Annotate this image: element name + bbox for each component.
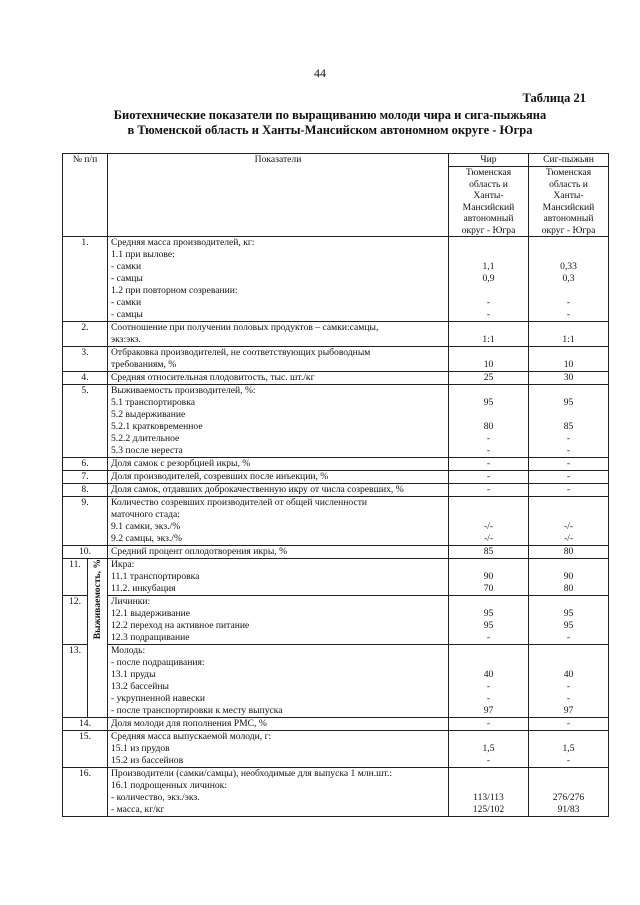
indicator-line: 9.1 самки, экз./% (111, 521, 181, 532)
table-row (63, 471, 609, 484)
indicator-line: 5.3 после нереста (111, 445, 183, 456)
table-row (63, 559, 609, 596)
row-number: 3. (63, 347, 108, 372)
indicator-text (108, 471, 449, 484)
sig-value: 97 (563, 705, 574, 716)
region-line: автономный (543, 213, 594, 224)
sig-value: - (566, 297, 571, 308)
chir-value-cell (449, 596, 529, 645)
chir-value-cell (449, 497, 529, 546)
chir-value (452, 657, 525, 669)
chir-value: - (486, 632, 491, 643)
table-row (63, 372, 609, 385)
chir-value: 95 (483, 397, 494, 408)
chir-value: 85 (483, 546, 494, 557)
chir-value-cell (449, 322, 529, 347)
indicator-line: 5.2.2 длительное (111, 433, 180, 444)
sig-value: 85 (563, 421, 574, 432)
row-number: 10. (63, 546, 108, 559)
sig-value (532, 780, 605, 792)
sig-value-cell (529, 731, 609, 768)
sig-value (532, 657, 605, 669)
sig-value (532, 237, 605, 249)
chir-value-cell (449, 559, 529, 596)
indicator-line: - масса, кг/кг (111, 804, 165, 815)
region-line: Ханты- (553, 190, 584, 201)
title-line-2: в Тюменской область и Ханты-Мансийском автономном округе - Югра (127, 123, 533, 137)
indicator-line: требованиям, % (111, 359, 177, 370)
chir-value (452, 596, 525, 608)
header-chir: Чир (449, 154, 529, 167)
survival-vertical-label (88, 559, 108, 718)
indicator-line: 13.1 пруды (111, 669, 156, 680)
chir-value (452, 645, 525, 657)
chir-value (452, 780, 525, 792)
indicator-line: - укрупненной навески (111, 693, 206, 704)
indicator-line: маточного стада: (111, 509, 180, 520)
indicators-table (62, 153, 609, 817)
sig-value: 0,33 (560, 261, 577, 272)
chir-value: - (486, 718, 491, 729)
indicator-text (108, 645, 449, 718)
chir-value: -/- (483, 521, 494, 532)
chir-value: 70 (483, 583, 494, 594)
indicator-text (108, 237, 449, 322)
indicator-line: 9.2 самцы, экз./% (111, 533, 182, 544)
indicator-line: Отбраковка производителей, не соответствующих рыбоводным (111, 347, 371, 358)
sig-value: - (566, 632, 571, 643)
chir-value-cell (449, 484, 529, 497)
sig-value: 30 (563, 372, 574, 383)
sig-value-cell (529, 497, 609, 546)
header-row-1 (63, 154, 609, 167)
sig-value-cell (529, 372, 609, 385)
sig-value-cell (529, 546, 609, 559)
row-number: 5. (63, 385, 108, 458)
indicator-text (108, 484, 449, 497)
sig-value: 95 (563, 397, 574, 408)
chir-value: - (486, 445, 491, 456)
row-number: 15. (63, 731, 108, 768)
chir-value: 1:1 (482, 334, 495, 345)
indicator-text (108, 347, 449, 372)
header-sig-region (529, 167, 609, 237)
chir-value: 113/113 (473, 792, 504, 803)
sig-value-cell (529, 645, 609, 718)
indicator-text (108, 768, 449, 817)
chir-value (452, 497, 525, 509)
sig-value (532, 509, 605, 521)
row-number: 4. (63, 372, 108, 385)
chir-value: 0,9 (482, 273, 495, 284)
sig-value: - (566, 309, 571, 320)
chir-value-cell (449, 471, 529, 484)
table-row (63, 731, 609, 768)
indicator-line: - после подращивания: (111, 657, 205, 668)
chir-value: - (486, 484, 491, 495)
indicator-line: 12.2 переход на активное питание (111, 620, 250, 631)
indicator-line: Доля молоди для пополнения РМС, % (111, 718, 267, 729)
sig-value: - (566, 693, 571, 704)
indicator-text (108, 731, 449, 768)
chir-value (452, 249, 525, 261)
indicator-line: экз:экз. (111, 334, 141, 345)
vertical-label-text: Выживаемость, % (91, 559, 103, 640)
indicator-line: Доля производителей, созревших после инъекции, % (111, 471, 329, 482)
sig-value-cell (529, 471, 609, 484)
table-row (63, 768, 609, 817)
sig-value: - (566, 458, 571, 469)
row-number: 8. (63, 484, 108, 497)
sig-value: 10 (563, 359, 574, 370)
page-number: 44 (314, 66, 326, 80)
sig-value: - (566, 755, 571, 766)
row-number: 1. (63, 237, 108, 322)
chir-value-cell (449, 385, 529, 458)
chir-value-cell (449, 372, 529, 385)
sig-value: - (566, 681, 571, 692)
table-row (63, 385, 609, 458)
table-row (63, 458, 609, 471)
row-number: 2. (63, 322, 108, 347)
sig-value-cell (529, 385, 609, 458)
sig-value: 1:1 (562, 334, 575, 345)
chir-value (452, 385, 525, 397)
sig-value: - (566, 433, 571, 444)
chir-value (452, 559, 525, 571)
indicator-line: 15.2 из бассейнов (111, 755, 184, 766)
chir-value: 97 (483, 705, 494, 716)
indicator-text (108, 385, 449, 458)
sig-value: 40 (563, 669, 574, 680)
row-number: 6. (63, 458, 108, 471)
indicator-line: 15.1 из прудов (111, 743, 170, 754)
chir-value (452, 409, 525, 421)
table-row (63, 645, 609, 718)
chir-value: - (486, 458, 491, 469)
indicator-text (108, 372, 449, 385)
row-number: 12. (63, 596, 88, 645)
chir-value-cell (449, 458, 529, 471)
chir-value-cell (449, 718, 529, 731)
chir-value: 80 (483, 421, 494, 432)
indicator-line: Средняя масса выпускаемой молоди, г: (111, 731, 272, 742)
sig-value-cell (529, 237, 609, 322)
chir-value: 95 (483, 620, 494, 631)
indicator-text (108, 559, 449, 596)
sig-value: 276/276 (552, 792, 585, 803)
chir-value: - (486, 309, 491, 320)
indicator-line: Доля самок, отдавших доброкачественную икру от числа созревших, % (111, 484, 404, 495)
indicator-text (108, 458, 449, 471)
sig-value (532, 768, 605, 780)
indicator-text (108, 322, 449, 347)
sig-value: -/- (563, 521, 574, 532)
indicator-line: 5.2.1 кратковременное (111, 421, 203, 432)
region-line: Тюменская (465, 167, 512, 178)
table-row (63, 237, 609, 322)
indicator-line: Икра: (111, 559, 135, 570)
indicator-line: 5.2 выдерживание (111, 409, 186, 420)
row-number: 14. (63, 718, 108, 731)
chir-value: 40 (483, 669, 494, 680)
chir-value: 1,5 (482, 743, 495, 754)
table-row (63, 347, 609, 372)
region-line: Тюменская (545, 167, 592, 178)
region-line: округ - Югра (461, 224, 516, 236)
indicator-line: - после транспортировки к месту выпуска (111, 705, 283, 716)
chir-value: - (486, 433, 491, 444)
table-row (63, 497, 609, 546)
indicator-line: - самцы (111, 273, 143, 284)
sig-value: 95 (563, 608, 574, 619)
sig-value: 80 (563, 583, 574, 594)
sig-value-cell (529, 596, 609, 645)
sig-value-cell (529, 347, 609, 372)
sig-value: 0,3 (562, 273, 575, 284)
sig-value-cell (529, 768, 609, 817)
header-chir-region (449, 167, 529, 237)
sig-value-cell (529, 484, 609, 497)
table-row (63, 484, 609, 497)
chir-value (452, 285, 525, 297)
row-number: 13. (63, 645, 88, 718)
indicator-line: - самки (111, 297, 142, 308)
region-line: Мансийский (462, 201, 515, 213)
sig-value: - (566, 471, 571, 482)
chir-value: 1,1 (482, 261, 495, 272)
chir-value-cell (449, 347, 529, 372)
indicator-line: 11.1 транспортировка (111, 571, 200, 582)
sig-value: - (566, 718, 571, 729)
indicator-line: Средний процент оплодотворения икры, % (111, 546, 288, 557)
region-line: автономный (463, 213, 514, 224)
indicator-line: Средняя масса производителей, кг: (111, 237, 255, 248)
indicator-line: Выживаемость производителей, %: (111, 385, 256, 396)
chir-value: 25 (483, 372, 494, 383)
chir-value (452, 731, 525, 743)
region-line: область и (549, 178, 588, 190)
chir-value: 95 (483, 608, 494, 619)
sig-value: 1,5 (562, 743, 575, 754)
table-row (63, 596, 609, 645)
indicator-line: - самки (111, 261, 142, 272)
chir-value (452, 237, 525, 249)
sig-value: - (566, 445, 571, 456)
table-row (63, 546, 609, 559)
region-line: Мансийский (542, 201, 595, 213)
chir-value (452, 509, 525, 521)
chir-value: -/- (483, 533, 494, 544)
indicator-line: Доля самок с резорбцией икры, % (111, 458, 251, 469)
indicator-text (108, 546, 449, 559)
sig-value (532, 385, 605, 397)
indicator-text (108, 718, 449, 731)
row-number: 16. (63, 768, 108, 817)
region-line: Ханты- (473, 190, 504, 201)
sig-value (532, 285, 605, 297)
sig-value: 91/83 (557, 804, 580, 815)
header-indicators: Показатели (108, 154, 449, 237)
sig-value: 80 (563, 546, 574, 557)
indicator-line: 5.1 транспортировка (111, 397, 195, 408)
chir-value (452, 768, 525, 780)
indicator-line: Соотношение при получении половых продуктов – самки:самцы, (111, 322, 379, 333)
region-line: округ - Югра (541, 224, 596, 236)
sig-value: - (566, 484, 571, 495)
row-number: 7. (63, 471, 108, 484)
sig-value (532, 645, 605, 657)
chir-value: 10 (483, 359, 494, 370)
chir-value: - (486, 681, 491, 692)
header-num: № п/п (63, 154, 108, 237)
sig-value (532, 409, 605, 421)
indicator-line: 1.1 при вылове: (111, 249, 175, 260)
sig-value-cell (529, 458, 609, 471)
chir-value: 125/102 (472, 804, 505, 815)
chir-value-cell (449, 768, 529, 817)
sig-value (532, 497, 605, 509)
sig-value-cell (529, 718, 609, 731)
indicator-line: 1.2 при повторном созревании: (111, 285, 238, 296)
header-sig: Сиг-пыжьян (529, 154, 609, 167)
indicator-line: 12.3 подращивание (111, 632, 190, 643)
indicator-line: 11.2. инкубация (111, 583, 176, 594)
title-line-1: Биотехнические показатели по выращиванию молоди чира и сига-пыжьяна (113, 108, 547, 122)
chir-value: - (486, 297, 491, 308)
indicator-line: 16.1 подрощенных личинок: (111, 780, 228, 791)
sig-value: -/- (563, 533, 574, 544)
row-number: 11. (63, 559, 88, 596)
chir-value-cell (449, 645, 529, 718)
table-label: Таблица 21 (522, 91, 586, 105)
chir-value: - (486, 693, 491, 704)
indicator-line: Личинки: (111, 596, 151, 607)
indicator-line: Средняя относительная плодовитость, тыс. шт./кг (111, 372, 315, 383)
sig-value: 90 (563, 571, 574, 582)
chir-value: 90 (483, 571, 494, 582)
sig-value (532, 731, 605, 743)
table-row (63, 718, 609, 731)
sig-value (532, 559, 605, 571)
chir-value-cell (449, 546, 529, 559)
indicator-text (108, 596, 449, 645)
chir-value-cell (449, 731, 529, 768)
chir-value: - (486, 755, 491, 766)
indicator-line: Производители (самки/самцы), необходимые для выпуска 1 млн.шт.: (111, 768, 393, 779)
indicator-line: 13.2 бассейны (111, 681, 169, 692)
sig-value (532, 596, 605, 608)
chir-value: - (486, 471, 491, 482)
chir-value-cell (449, 237, 529, 322)
sig-value-cell (529, 559, 609, 596)
table-row (63, 322, 609, 347)
region-line: область и (469, 178, 508, 190)
sig-value-cell (529, 322, 609, 347)
table-title (60, 108, 600, 138)
indicator-line: Количество созревших производителей от общей численности (111, 497, 368, 508)
indicator-text (108, 497, 449, 546)
row-number: 9. (63, 497, 108, 546)
sig-value (532, 249, 605, 261)
sig-value: 95 (563, 620, 574, 631)
indicator-line: - количество, экз./экз. (111, 792, 200, 803)
indicator-line: - самцы (111, 309, 143, 320)
indicator-line: Молодь: (111, 645, 146, 656)
indicator-line: 12.1 выдерживание (111, 608, 191, 619)
